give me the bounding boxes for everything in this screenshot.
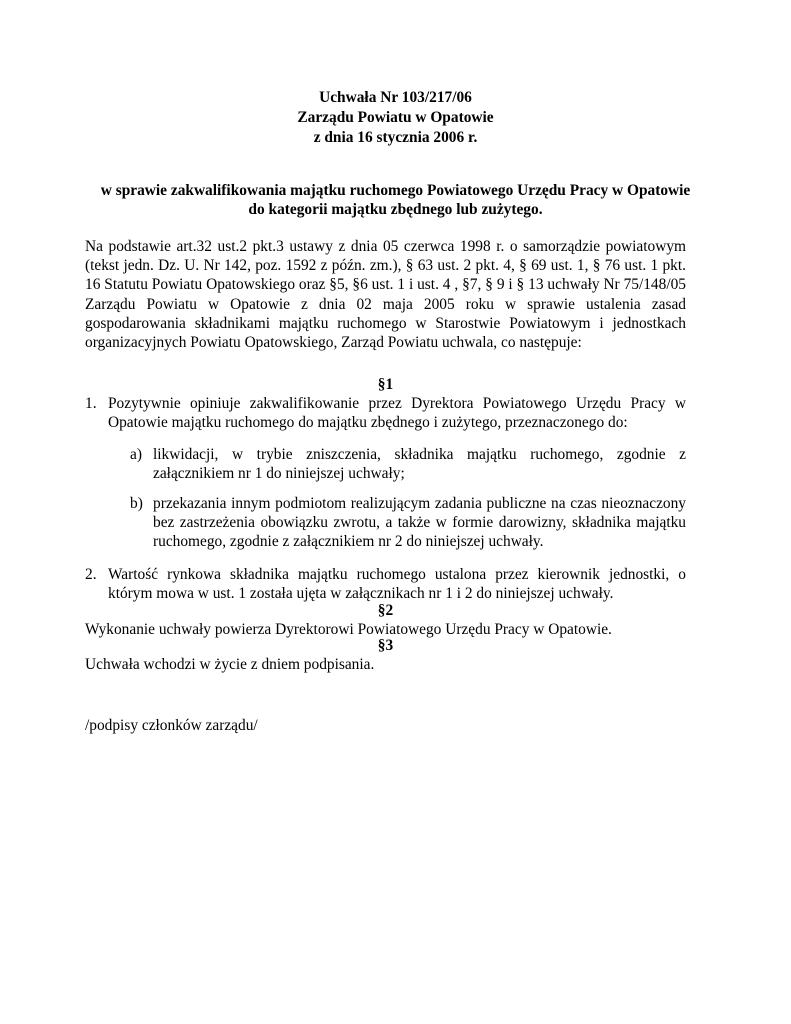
resolution-issuer: Zarządu Powiatu w Opatowie (297, 109, 494, 126)
resolution-date: z dnia 16 stycznia 2006 r. (313, 129, 478, 146)
document-header (0, 88, 791, 148)
item-1b-text: przekazania innym podmiotom realizującym zadania publiczne na czas nieoznaczony bez zastrzeżenia obowiązku zwrotu, a także w formie darowizny, składnika majątku ruchomego, zgodnie z załącznikiem nr 2 do niniejszej uchwały. (153, 495, 686, 550)
section-1-item-2 (85, 565, 686, 603)
resolution-subject (60, 181, 731, 219)
section-1-title: §1 (377, 376, 394, 393)
resolution-title: Uchwała Nr 103/217/06 (319, 89, 472, 106)
section-3-text: Uchwała wchodzi w życie z dniem podpisania. (85, 656, 375, 673)
section-1-item-1 (85, 394, 686, 432)
section-2-text: Wykonanie uchwały powierza Dyrektorowi Powiatowego Urzędu Pracy w Opatowie. (85, 621, 612, 638)
item-1-text: Pozytywnie opiniuje zakwalifikowanie przez Dyrektora Powiatowego Urzędu Pracy w Opatowie majątku ruchomego do majątku zbędnego i zużytego, przeznaczonego do: (108, 395, 686, 431)
item-1-number: 1. (85, 395, 97, 412)
item-2-number: 2. (85, 566, 97, 583)
item-1a-text: likwidacji, w trybie zniszczenia, składnika majątku ruchomego, zgodnie z załącznikiem nr 1 do niniejszej uchwały; (153, 446, 686, 482)
section-1-item-1-b (130, 494, 686, 551)
section-3-title: §3 (377, 637, 394, 654)
subject-line-1: w sprawie zakwalifikowania majątku ruchomego Powiatowego Urzędu Pracy w Opatowie (100, 182, 691, 199)
preamble-paragraph: Na podstawie art.32 ust.2 pkt.3 ustawy z dnia 05 czerwca 1998 r. o samorządzie powiatowym (tekst jedn. Dz. U. Nr 142, poz. 1592 z późn. zm.), § 63 ust. 2 pkt. 4, § 69 ust. 1, § 76 ust. 1 pkt. 16 Statutu Powiatu Opatowskiego oraz §5, §6 ust. 1 i ust. 4 , §7, § 9 i § 13 uchwały Nr 75/148/05 Zarządu Powiatu w Opatowie z dnia 02 maja 2005 roku w sprawie ustalenia zasad gospodarowania składnikami majątku ruchomego w Starostwie Powiatowym i jednostkach organizacyjnych Powiatu Opatowskiego, Zarząd Powiatu uchwala, co następuje: (85, 238, 686, 352)
section-1-item-1-a (130, 445, 686, 483)
section-2-title: §2 (377, 602, 394, 619)
item-1a-letter: a) (130, 446, 142, 463)
item-1b-letter: b) (130, 495, 143, 512)
subject-line-2: do kategorii majątku zbędnego lub zużytego. (248, 201, 543, 218)
item-2-text: Wartość rynkowa składnika majątku ruchomego ustalona przez kierownik jednostki, o którym mowa w ust. 1 została ujęta w załącznikach nr 1 i 2 do niniejszej uchwały. (108, 566, 686, 602)
signatures-note: /podpisy członków zarządu/ (85, 717, 258, 734)
